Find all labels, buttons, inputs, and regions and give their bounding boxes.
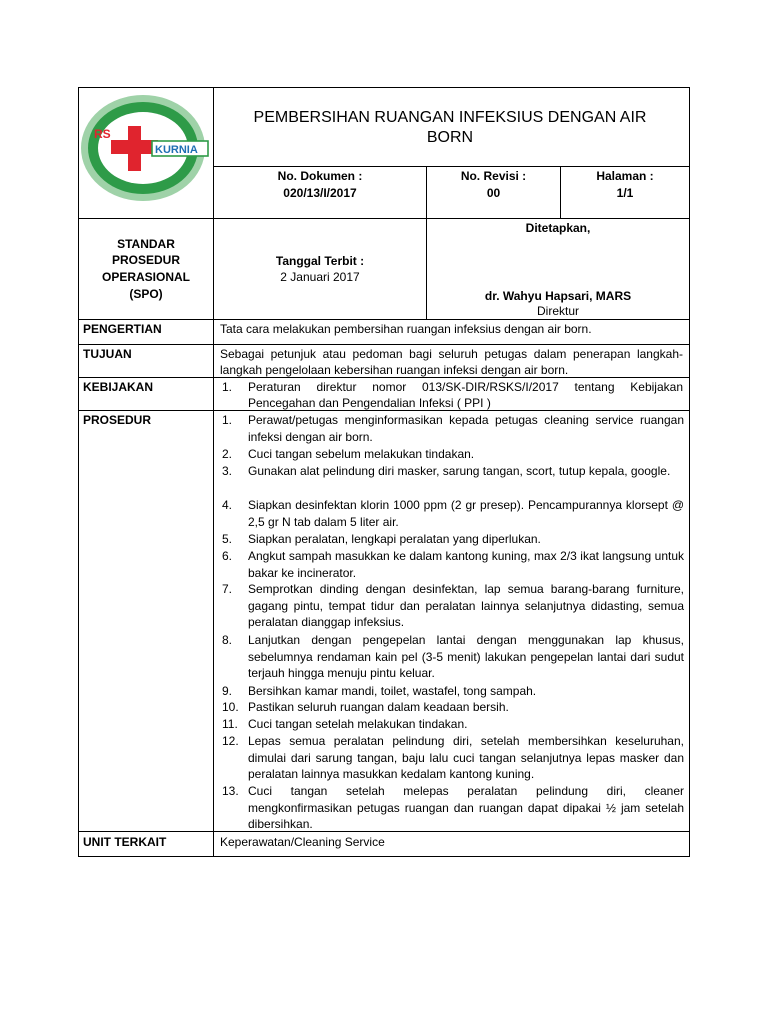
ditetapkan-text: Ditetapkan,	[525, 221, 591, 235]
table-border-right	[689, 87, 690, 857]
step-number: 9.	[222, 684, 233, 698]
step-text: Siapkan desinfektan klorin 1000 ppm (2 gr presep). Pencampurannya klorsept @ 2,5 gr N tab dalam 5 liter air.	[248, 498, 684, 529]
signer-title: Direktur	[536, 304, 579, 318]
no-revisi-label: No. Revisi :	[460, 169, 527, 183]
pengertian-bottom-line	[78, 344, 690, 345]
header-bottom-line	[78, 218, 690, 219]
step-number: 13.	[222, 784, 239, 798]
step-number: 2.	[222, 447, 233, 461]
step-number: 6.	[222, 549, 233, 563]
step-text: Gunakan alat pelindung diri masker, sarung tangan, scort, tutup kepala, google.	[248, 464, 671, 478]
spo-label-line-3: OPERASIONAL	[101, 270, 190, 284]
unit-terkait-label: UNIT TERKAIT	[83, 835, 167, 849]
prosedur-step	[222, 699, 684, 716]
tanggal-terbit-label: Tanggal Terbit :	[275, 254, 365, 268]
prosedur-step	[222, 783, 684, 833]
kebijakan-text: Peraturan direktur nomor 013/SK-DIR/RSKS/I/2017 tentang Kebijakan Pencegahan dan Pengendalian Infeksi ( PPI )	[248, 380, 683, 410]
step-text: Pastikan seluruh ruangan dalam keadaan bersih.	[248, 700, 509, 714]
pengertian-text: Tata cara melakukan pembersihan ruangan infeksius dengan air born.	[220, 322, 592, 336]
prosedur-step	[222, 497, 684, 530]
step-text: Lepas semua peralatan pelindung diri, setelah membersihkan keseluruhan, dimulai dari sarung tangan, baju lalu cuci tangan selanjutnya lepas masker dan peralatan lainnya masukkan kedalam kantong kuning.	[248, 734, 684, 782]
step-number: 8.	[222, 633, 233, 647]
halaman-value: 1/1	[616, 186, 634, 200]
step-text: Angkut sampah masukkan ke dalam kantong kuning, max 2/3 ikat langsung untuk bakar ke incinerator.	[248, 549, 684, 580]
pengertian-label: PENGERTIAN	[83, 322, 162, 336]
no-revisi-value: 00	[486, 186, 501, 200]
table-border-bottom	[78, 856, 690, 857]
step-number: 5.	[222, 532, 233, 546]
prosedur-step	[222, 531, 684, 548]
prosedur-step	[222, 548, 684, 581]
step-number: 4.	[222, 498, 233, 512]
step-text: Lanjutkan dengan pengepelan lantai dengan menggunakan lap khusus, sebelumnya rendaman kain pel (3-5 menit) lakukan pengepelan lantai dari sudut terjauh hingga menuju pintu keluar.	[248, 633, 684, 681]
prosedur-step	[222, 446, 684, 463]
no-dokumen-value: 020/13/I/2017	[283, 186, 357, 200]
column-divider	[213, 87, 214, 857]
step-number: 12.	[222, 734, 239, 748]
step-text: Perawat/petugas menginformasikan kepada petugas cleaning service ruangan infeksi dengan air born.	[248, 413, 684, 444]
step-text: Semprotkan dinding dengan desinfektan, lap semua barang-barang furniture, gagang pintu, tempat tidur dan peralatan lainnya selanjutnya didasting, semua peralatan dianggap infeksius.	[248, 582, 684, 630]
prosedur-step	[222, 463, 684, 480]
spo-label-line-4: (SPO)	[129, 287, 163, 301]
table-border-left	[78, 87, 79, 857]
step-number: 10.	[222, 700, 239, 714]
logo-rs-text: RS	[94, 127, 111, 141]
prosedur-step	[222, 733, 684, 783]
step-text: Bersihkan kamar mandi, toilet, wastafel, tong sampah.	[248, 684, 537, 698]
halaman-label: Halaman :	[596, 169, 654, 183]
step-text: Cuci tangan sebelum melakukan tindakan.	[248, 447, 475, 461]
prosedur-step	[222, 412, 684, 445]
document-title: PEMBERSIHAN RUANGAN INFEKSIUS DENGAN AIR BORN	[253, 109, 647, 146]
prosedur-label: PROSEDUR	[83, 413, 152, 427]
unit-terkait-text: Keperawatan/Cleaning Service	[220, 835, 385, 849]
kebijakan-label: KEBIJAKAN	[83, 380, 154, 394]
prosedur-step	[222, 716, 684, 733]
kebijakan-number: 1.	[222, 380, 233, 394]
step-number: 1.	[222, 413, 233, 427]
tujuan-text: Sebagai petunjuk atau pedoman bagi seluruh petugas dalam penerapan langkah-langkah pengelolaan kebersihan ruangan infeksi dengan air born.	[220, 347, 683, 377]
spo-label-line-2: PROSEDUR	[111, 253, 180, 267]
step-number: 3.	[222, 464, 233, 478]
step-number: 11.	[222, 717, 238, 731]
tanggal-terbit-value: 2 Januari 2017	[280, 270, 360, 284]
header-divider	[213, 166, 690, 167]
prosedur-step	[222, 632, 684, 682]
tujuan-label: TUJUAN	[83, 347, 132, 361]
step-text: Cuci tangan setelah melepas peralatan pelindung diri, cleaner mengkonfirmasikan petugas ruangan dan ruangan dapat dipakai ½ jam setelah dibersihkan.	[248, 784, 684, 832]
table-border-top	[78, 87, 690, 88]
step-text: Siapkan peralatan, lengkapi peralatan yang diperlukan.	[248, 532, 541, 546]
no-dokumen-label: No. Dokumen :	[277, 169, 363, 183]
step-text: Cuci tangan setelah melakukan tindakan.	[248, 717, 468, 731]
prosedur-step	[222, 683, 684, 700]
spo-label-line-1: STANDAR	[117, 237, 175, 251]
step-number: 7.	[222, 582, 233, 596]
spo-bottom-line	[78, 319, 690, 320]
logo-name-text: KURNIA	[155, 144, 198, 156]
prosedur-step	[222, 581, 684, 631]
hospital-logo	[80, 90, 210, 208]
signer-name: dr. Wahyu Hapsari, MARS	[484, 289, 632, 303]
